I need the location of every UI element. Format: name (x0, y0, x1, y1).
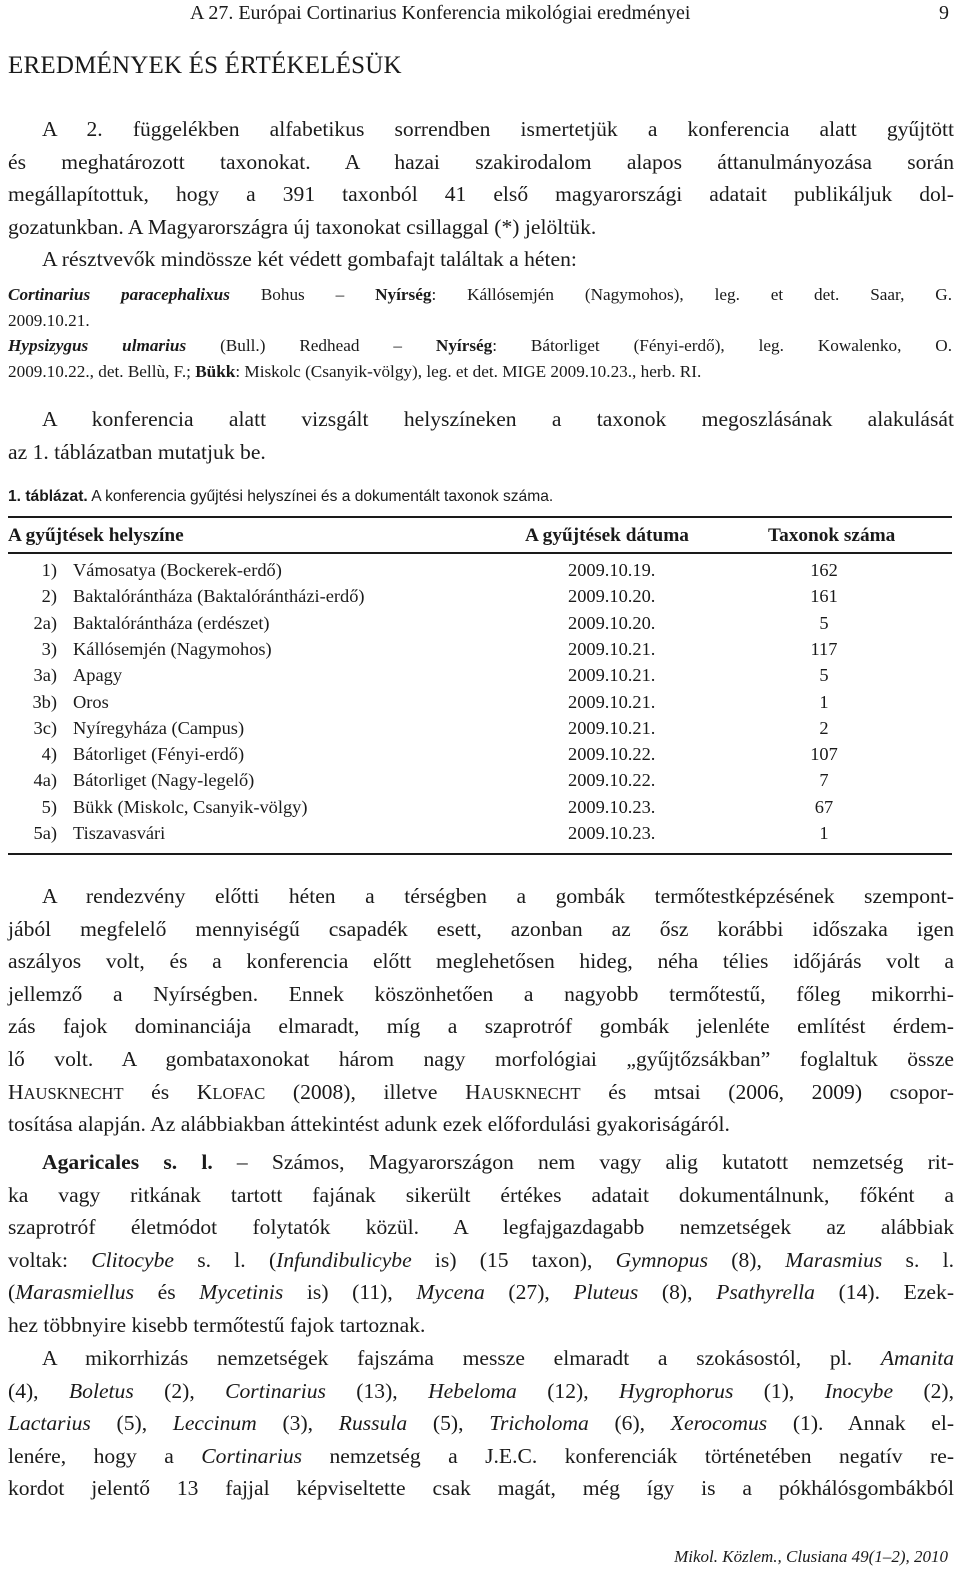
running-header: A 27. Európai Cortinarius Konferencia mikológiai eredményei (190, 2, 691, 24)
taxon-group-heading: Agaricales s. l. (42, 1150, 213, 1174)
row-date: 2009.10.19. (568, 560, 656, 580)
row-date: 2009.10.21. (568, 717, 656, 738)
weather-paragraph (8, 880, 954, 1141)
text-line: A mikorrhizás nemzetségek fajszáma messze elmaradt a szokásostól, pl. Amanita (42, 1346, 954, 1370)
text-line: lő volt. A gombataxonokat három nagy morfológiai „gyűjtőzsákban” foglaltuk össze (8, 1046, 954, 1071)
row-number: 3b) (32, 691, 57, 712)
row-location: Bátorliget (Fényi-erdő) (73, 744, 245, 765)
row-taxon-count: 117 (810, 638, 838, 659)
text-line: (4), Boletus (2), Cortinarius (13), Hebeloma (12), Hygrophorus (1), Inocybe (2), (8, 1378, 955, 1403)
row-location: Tiszavasvári (73, 823, 166, 843)
row-taxon-count: 1 (819, 691, 829, 712)
journal-footer: Mikol. Közlem., Clusiana 49(1–2), 2010 (674, 1547, 948, 1566)
table-row (8, 797, 952, 823)
row-date: 2009.10.22. (568, 744, 656, 765)
row-location: Bátorliget (Nagy-legelő) (73, 770, 255, 791)
row-date: 2009.10.21. (568, 638, 656, 659)
text-line: HAUSKNECHT és KLOFAC (2008), illetve HAUSKNECHT és mtsai (2006, 2009) csopor- (8, 1079, 954, 1104)
table-intro-paragraph (8, 403, 954, 468)
species-entry (8, 333, 952, 359)
text-line: jából megfelelő mennyiségű csapadék esett, azonban az ősz korábbi időszaka igen (8, 916, 954, 941)
species-name: Cortinarius paracephalixus (8, 285, 230, 304)
text-line: gozatunkban. A Magyarországra új taxonokat csillaggal (*) jelöltük. (8, 214, 597, 239)
row-location: Bükk (Miskolc, Csanyik-völgy) (73, 796, 308, 817)
species-author: Bohus (260, 285, 305, 304)
row-number: 2a) (33, 612, 57, 633)
text-line: megállapítottuk, hogy a 391 taxonból 41 első magyarországi adatait publikáljuk dol- (8, 182, 954, 207)
table-row (8, 692, 952, 718)
locality: : Bátorliget (Fényi-erdő), leg. Kowalenko, O. (492, 336, 953, 355)
text-line: A 2. függelékben alfabetikus sorrendben ismertetjük a konferencia alatt gyűjtött (42, 117, 954, 141)
row-date: 2009.10.21. (568, 665, 656, 686)
row-date: 2009.10.21. (568, 691, 656, 712)
row-taxon-count: 162 (810, 560, 838, 580)
row-taxon-count: 1 (819, 823, 829, 843)
locality: : Kállósemjén (Nagymohos), leg. et det. Saar, G. (431, 285, 952, 304)
text-line: kordot jelentő 13 fajjal képviseltette csak magát, még így is a pókhálósgombákból (8, 1476, 954, 1501)
text-line: A résztvevők mindössze két védett gombafajt találtak a héten: (42, 247, 577, 272)
text-line: és meghatározott taxonokat. A hazai szakirodalom alapos áttanulmányozása során (8, 149, 954, 174)
table-row (8, 744, 952, 770)
text-line: hez többnyire kisebb termőtestű fajok tartoznak. (8, 1312, 426, 1337)
species-detail (8, 359, 952, 385)
region-name: Bükk (195, 361, 236, 381)
text-line: zás fajok dominanciája elmaradt, míg a szaprotróf gombák jelenléte említést érdem- (8, 1014, 954, 1039)
table-caption (8, 488, 553, 506)
text-line: Agaricales s. l. – Számos, Magyarországon nem vagy alig kutatott nemzetség rit- (42, 1150, 954, 1174)
row-taxon-count: 161 (810, 586, 838, 607)
row-location: Apagy (73, 665, 123, 686)
row-number: 5a) (33, 823, 57, 843)
region-name: Nyírség (435, 336, 493, 355)
table-row (8, 586, 952, 612)
table-row (8, 718, 952, 744)
page-number: 9 (939, 2, 949, 24)
row-date: 2009.10.23. (568, 823, 656, 843)
dash: – (335, 285, 345, 304)
row-taxon-count: 5 (819, 612, 829, 633)
row-location: Oros (73, 691, 109, 712)
row-number: 3c) (33, 717, 57, 738)
row-number: 2) (41, 586, 57, 607)
protected-species-list (8, 282, 952, 384)
table-header-rule (8, 552, 952, 554)
row-number: 4a) (33, 770, 57, 791)
text-line: lenére, hogy a Cortinarius nemzetség a J.E.C. konferenciák történetében negatív re- (8, 1443, 955, 1468)
row-location: Baktalórántháza (Baktalórántházi-erdő) (73, 586, 365, 607)
row-date: 2009.10.22. (568, 770, 656, 791)
text-line: (Marasmiellus és Mycetinis is) (11), Mycena (27), Pluteus (8), Psathyrella (14). Ezek- (8, 1280, 955, 1305)
text-line: Lactarius (5), Leccinum (3), Russula (5), Tricholoma (6), Xerocomus (1). Annak el- (8, 1411, 955, 1436)
table-row (8, 560, 952, 586)
column-header-location: A gyűjtések helyszíne (8, 525, 184, 546)
row-taxon-count: 2 (819, 717, 829, 738)
text-line: az 1. táblázatban mutatjuk be. (8, 439, 266, 464)
table-row (8, 770, 952, 796)
text-line: tosítása alapján. Az alábbiakban áttekintést adunk ezek előfordulási gyakoriságáról. (8, 1112, 730, 1137)
intro-paragraph (8, 113, 954, 276)
table-bottom-rule (8, 853, 952, 855)
row-location: Nyíregyháza (Campus) (73, 717, 245, 738)
table-row (8, 639, 952, 665)
text-line: aszályos volt, és a konferencia előtt meglehetősen hideg, néha télies időjárás volt a (8, 949, 954, 974)
row-number: 5) (41, 796, 57, 817)
text-line: A rendezvény előtti héten a térségben a gombák termőtestképzésének szempont- (42, 884, 954, 908)
table-row (8, 665, 952, 691)
species-name: Hypsizygus ulmarius (8, 336, 187, 355)
row-taxon-count: 67 (814, 796, 834, 817)
section-title: EREDMÉNYEK ÉS ÉRTÉKELÉSÜK (8, 52, 402, 79)
row-taxon-count: 107 (810, 744, 838, 765)
row-number: 1) (41, 560, 57, 580)
row-location: Kállósemjén (Nagymohos) (73, 638, 272, 659)
row-number: 3a) (33, 665, 57, 686)
species-entry (8, 282, 952, 308)
row-taxon-count: 5 (819, 665, 829, 686)
species-date: 2009.10.21. (8, 310, 90, 330)
dash: – (393, 336, 402, 355)
table-top-rule (8, 516, 952, 518)
row-number: 3) (41, 638, 57, 659)
region-name: Nyírség (375, 285, 432, 304)
row-date: 2009.10.23. (568, 796, 656, 817)
mycorrhizal-paragraph (8, 1342, 954, 1505)
agaricales-paragraph (8, 1146, 954, 1342)
row-date: 2009.10.20. (568, 612, 656, 633)
row-taxon-count: 7 (819, 770, 829, 791)
species-author: (Bull.) Redhead (220, 336, 360, 355)
table-row (8, 823, 952, 849)
column-header-date: A gyűjtések dátuma (525, 525, 689, 546)
text-line: voltak: Clitocybe s. l. (Infundibulicybe is) (15 taxon), Gymnopus (8), Marasmius s. l. (8, 1247, 955, 1272)
caption-text: A konferencia gyűjtési helyszínei és a dokumentált taxonok száma. (87, 488, 554, 505)
column-header-count: Taxonok száma (768, 525, 896, 546)
locality: : Miskolc (Csanyik-völgy), leg. et det. MIGE 2009.10.23., herb. RI. (235, 361, 702, 381)
row-location: Vámosatya (Bockerek-erdő) (73, 560, 282, 580)
text-line: A konferencia alatt vizsgált helyszíneken a taxonok megoszlásának alakulását (42, 407, 954, 431)
text-line: szaprotróf életmódot folytatók közül. A legfajgazdagabb nemzetségek az alábbiak (8, 1215, 954, 1240)
row-location: Baktalórántháza (erdészet) (73, 612, 270, 633)
row-number: 4) (41, 744, 57, 765)
text-line: ka vagy ritkának tartott fajának sikerült értékes adatait dokumentálnunk, főként a (8, 1182, 954, 1207)
species-date: 2009.10.22., det. Bellù, F.; (8, 361, 196, 381)
text-line: jellemző a Nyírségben. Ennek köszönhetően a nagyobb termőtestű, főleg mikorrhi- (8, 981, 954, 1006)
table-row (8, 613, 952, 639)
caption-label: 1. táblázat. (8, 488, 88, 505)
row-date: 2009.10.20. (568, 586, 656, 607)
